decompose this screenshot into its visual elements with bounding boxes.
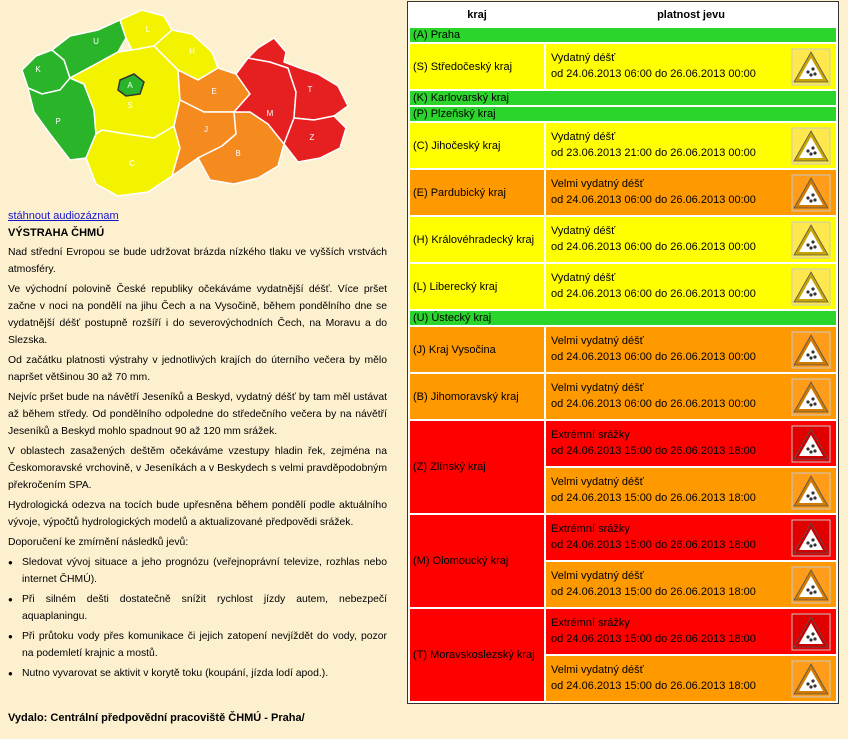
paragraph: Doporučení ke zmírnění následků jevů: (8, 537, 189, 548)
table-row (410, 170, 836, 215)
warning-cell (546, 468, 836, 513)
warning-label: Vydatný déšť (551, 131, 616, 143)
map-label-p: P (55, 117, 61, 126)
warning-label: Vydatný déšť (551, 52, 616, 64)
header-validity: platnost jevu (546, 4, 836, 26)
warning-cell (546, 217, 836, 262)
map-label-s: S (127, 101, 133, 110)
warning-cell (546, 170, 836, 215)
warning-label: Vydatný déšť (551, 272, 616, 284)
rain-warning-icon[interactable] (791, 472, 831, 510)
table-row (410, 217, 836, 262)
warning-label: Extrémní srážky (551, 617, 630, 629)
rain-warning-icon[interactable] (791, 425, 831, 463)
warning-cell (546, 562, 836, 607)
warning-label: Velmi vydatný déšť (551, 664, 644, 676)
map-label-c: C (129, 159, 135, 168)
warning-period: od 23.06.2013 21:00 do 26.06.2013 00:00 (551, 147, 756, 159)
table-row (410, 123, 836, 168)
rain-warning-icon[interactable] (791, 519, 831, 557)
warning-label: Velmi vydatný déšť (551, 476, 644, 488)
map-label-b: B (235, 149, 241, 158)
map-region-z[interactable] (284, 116, 346, 162)
warning-label: Extrémní srážky (551, 523, 630, 535)
region-name: (E) Pardubický kraj (410, 170, 544, 215)
region-name: (A) Praha (410, 28, 836, 42)
rain-warning-icon[interactable] (791, 221, 831, 259)
warning-label: Vydatný déšť (551, 225, 616, 237)
table-row (410, 44, 836, 89)
warning-cell (546, 374, 836, 419)
warning-period: od 24.06.2013 06:00 do 26.06.2013 00:00 (551, 288, 756, 300)
map-label-h: H (189, 47, 195, 56)
rain-warning-icon[interactable] (791, 127, 831, 165)
paragraph: Nejvíc pršet bude na návětří Jeseníků a Beskyd, vydatný déšť by tam měl ustávat až během středy. Od pondělního odpoledne do středečního večera by na návětří Jeseníků a Beskyd mohlo spadnout 90 až 120 mm srážek. (8, 392, 387, 437)
table-row (410, 264, 836, 309)
warning-cell (546, 123, 836, 168)
map-label-m: M (266, 109, 274, 118)
rain-warning-icon[interactable] (791, 660, 831, 698)
warning-label: Velmi vydatný déšť (551, 178, 644, 190)
map-label-u: U (93, 37, 99, 46)
list-item: ● Sledovat vývoj situace a jeho prognózu (veřejnoprávní televize, rozhlas nebo internet ČHMÚ). (8, 554, 387, 588)
region-name: (J) Kraj Vysočina (410, 327, 544, 372)
warnings-table (408, 2, 838, 703)
paragraph: Od začátku platnosti výstrahy v jednotlivých krajích do úterního večera by mělo napršet většinou 30 až 70 mm. (8, 355, 387, 383)
region-name: (M) Olomoucký kraj (410, 515, 544, 607)
warning-cell (546, 327, 836, 372)
left-panel (0, 0, 400, 739)
region-name: (P) Plzeňský kraj (410, 107, 836, 121)
map-label-l: L (145, 25, 151, 34)
warning-period: od 24.06.2013 06:00 do 26.06.2013 00:00 (551, 398, 756, 410)
table-row (410, 327, 836, 372)
warning-period: od 24.06.2013 15:00 do 26.06.2013 18:00 (551, 586, 756, 598)
table-row (410, 421, 836, 466)
warning-period: od 24.06.2013 06:00 do 26.06.2013 00:00 (551, 68, 756, 80)
rain-warning-icon[interactable] (791, 378, 831, 416)
table-row (410, 515, 836, 560)
warning-cell (546, 264, 836, 309)
rain-warning-icon[interactable] (791, 48, 831, 86)
region-name: (U) Ústecký kraj (410, 311, 836, 325)
warning-period: od 24.06.2013 15:00 do 26.06.2013 18:00 (551, 492, 756, 504)
list-item: ● Při silném dešti dostatečně snížit rychlost jízdy autem, nebezpečí aquaplaningu. (8, 591, 387, 625)
issuer-text: Vydalo: Centrální předpovědní pracoviště ČHMÚ - Praha/ (8, 712, 305, 724)
table-row (410, 91, 836, 105)
warning-period: od 24.06.2013 06:00 do 26.06.2013 00:00 (551, 194, 756, 206)
warning-label: Velmi vydatný déšť (551, 570, 644, 582)
table-row (410, 107, 836, 121)
list-item: ● Při průtoku vody přes komunikace či jejich zatopení nevjíždět do vody, pozor na podemletí krajnic a mostů. (8, 628, 387, 662)
warning-title: VÝSTRAHA ČHMÚ (8, 227, 105, 239)
paragraph: Hydrologická odezva na tocích bude upřesněna během pondělí podle aktuálního vývoje, výpočtů hydrologických modelů a aktualizované předpovědi srážek. (8, 500, 387, 528)
paragraph: Ve východní polovině České republiky očekáváme vydatnější déšť. Více pršet začne v noci na pondělí na jihu Čech a na Vysočině, během pondělního dne se vydatnější déšť postupně rozšíří i do severovýchodních Čech, na Moravu a do Slezska. (8, 284, 387, 346)
paragraph: V oblastech zasažených deštěm očekáváme vzestupy hladin řek, zejména na Českomoravské vrchovině, v Jeseníkách a v Beskydech s velmi pravděpodobným překročením SPA. (8, 446, 387, 491)
region-name: (K) Karlovarský kraj (410, 91, 836, 105)
region-name: (Z) Zlínský kraj (410, 421, 544, 513)
rain-warning-icon[interactable] (791, 268, 831, 306)
region-name: (S) Středočeský kraj (410, 44, 544, 89)
table-row (410, 28, 836, 42)
warning-cell (546, 656, 836, 701)
rain-warning-icon[interactable] (791, 174, 831, 212)
warning-period: od 24.06.2013 15:00 do 26.06.2013 18:00 (551, 633, 756, 645)
region-name: (C) Jihočeský kraj (410, 123, 544, 168)
table-row (410, 311, 836, 325)
list-item: ● Nutno vyvarovat se aktivit v korytě toku (koupání, jízda lodí apod.). (8, 665, 387, 682)
czech-warning-map (22, 8, 364, 200)
warning-text (8, 244, 387, 685)
warning-label: Velmi vydatný déšť (551, 382, 644, 394)
warning-period: od 24.06.2013 15:00 do 26.06.2013 18:00 (551, 539, 756, 551)
warning-period: od 24.06.2013 06:00 do 26.06.2013 00:00 (551, 351, 756, 363)
region-name: (H) Královéhradecký kraj (410, 217, 544, 262)
warning-period: od 24.06.2013 15:00 do 26.06.2013 18:00 (551, 680, 756, 692)
paragraph: Nad střední Evropou se bude udržovat brázda nízkého tlaku ve vyšších vrstvách atmosféry. (8, 247, 387, 275)
region-name: (T) Moravskoslezský kraj (410, 609, 544, 701)
warning-cell (546, 421, 836, 466)
table-row (410, 374, 836, 419)
map-label-e: E (211, 87, 217, 96)
map-label-t: T (307, 85, 313, 94)
header-region: kraj (410, 4, 544, 26)
map-label-z: Z (309, 133, 315, 142)
rain-warning-icon[interactable] (791, 613, 831, 651)
map-label-k: K (35, 65, 41, 74)
audio-download-link[interactable]: stáhnout audiozáznam (8, 210, 119, 222)
warning-period: od 24.06.2013 06:00 do 26.06.2013 00:00 (551, 241, 756, 253)
table-row (410, 609, 836, 654)
map-label-a: A (127, 81, 133, 90)
warning-period: od 24.06.2013 15:00 do 26.06.2013 18:00 (551, 445, 756, 457)
warning-label: Velmi vydatný déšť (551, 335, 644, 347)
region-name: (L) Liberecký kraj (410, 264, 544, 309)
warning-cell (546, 44, 836, 89)
region-name: (B) Jihomoravský kraj (410, 374, 544, 419)
rain-warning-icon[interactable] (791, 331, 831, 369)
warning-cell (546, 515, 836, 560)
warning-cell (546, 609, 836, 654)
warning-label: Extrémní srážky (551, 429, 630, 441)
map-label-j: J (204, 125, 208, 134)
recommendation-list (8, 554, 387, 682)
rain-warning-icon[interactable] (791, 566, 831, 604)
